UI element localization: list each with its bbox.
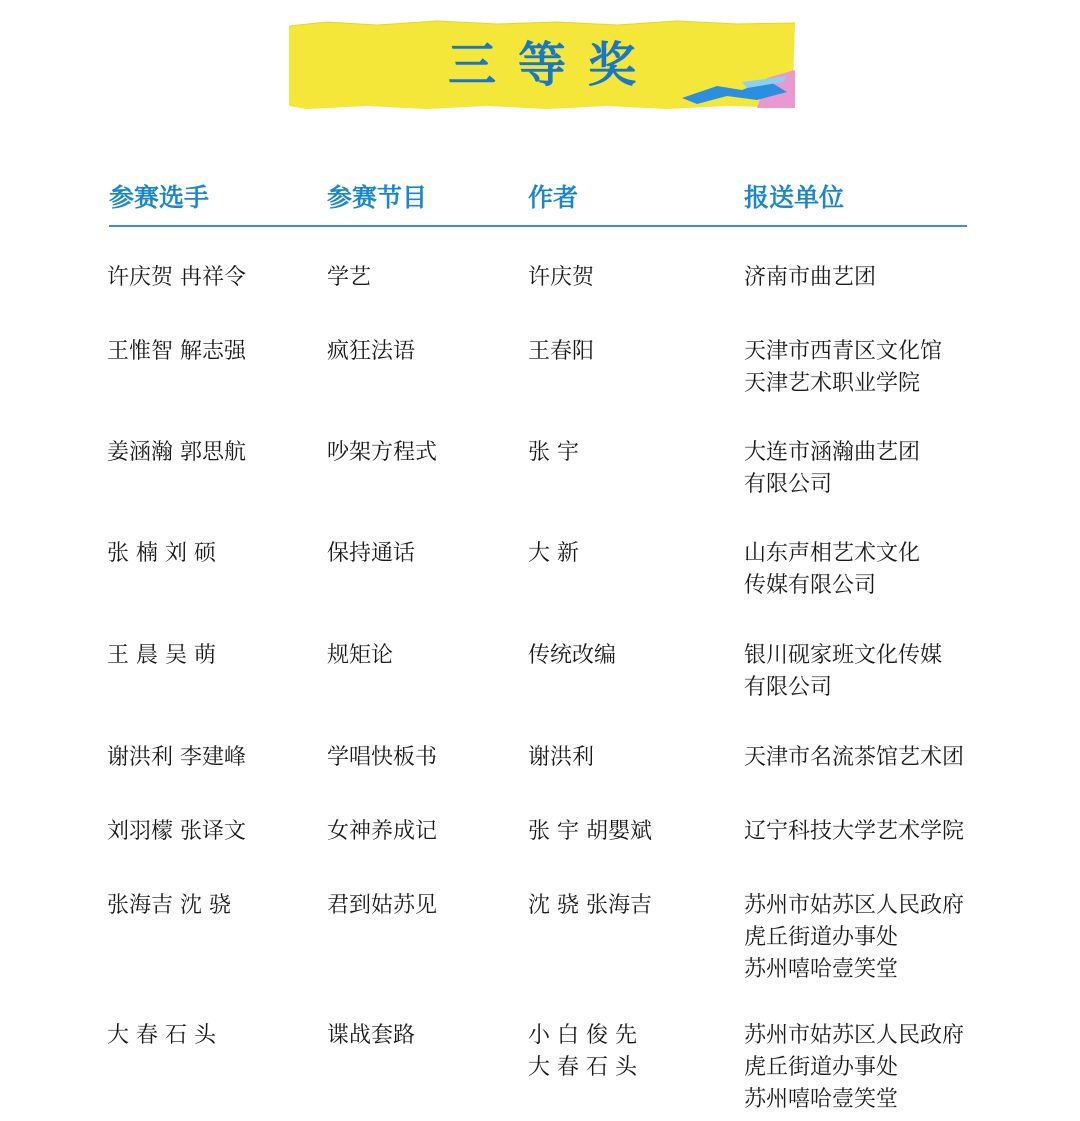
- author-cell-line: 许庆贺: [528, 265, 595, 290]
- author-cell: [528, 742, 594, 774]
- author-cell: [528, 1020, 637, 1084]
- unit-cell-line: 天津艺术职业学院: [744, 371, 921, 396]
- unit-cell-line: 传媒有限公司: [744, 573, 877, 598]
- unit-cell-line: 虎丘街道办事处: [744, 1055, 899, 1080]
- author-cell: [528, 538, 579, 570]
- unit-cell: [744, 742, 964, 774]
- contestants-cell-line: 刘羽檬 张译文: [107, 819, 246, 844]
- author-cell: [528, 890, 652, 922]
- contestants-cell: [107, 437, 246, 469]
- contestants-cell-line: 姜涵瀚 郭思航: [107, 440, 246, 465]
- contestants-cell: [107, 742, 246, 774]
- header-divider: [109, 225, 967, 227]
- unit-cell-line: 天津市名流茶馆艺术团: [744, 745, 965, 770]
- program-cell-line: 君到姑苏见: [327, 893, 438, 918]
- author-cell-line: 谢洪利: [528, 745, 595, 770]
- author-cell-line: 张 宇: [528, 440, 579, 465]
- unit-cell-line: 苏州市姑苏区人民政府: [744, 893, 965, 918]
- unit-cell: [744, 816, 964, 848]
- program-cell: [327, 890, 437, 922]
- contestants-cell: [107, 890, 231, 922]
- program-cell: [327, 640, 393, 672]
- unit-cell-line: 大连市涵瀚曲艺团: [744, 440, 921, 465]
- contestants-cell-line: 许庆贺 冉祥令: [107, 265, 246, 290]
- program-cell-line: 学唱快板书: [327, 745, 438, 770]
- unit-cell-line: 有限公司: [744, 472, 833, 497]
- program-cell-line: 保持通话: [327, 541, 416, 566]
- author-cell-line: 王春阳: [528, 339, 595, 364]
- program-cell: [327, 437, 437, 469]
- author-cell-line: 传统改编: [528, 643, 617, 668]
- program-cell: [327, 262, 371, 294]
- contestants-cell-line: 谢洪利 李建峰: [107, 745, 246, 770]
- header-contestants: 参赛选手: [109, 183, 210, 212]
- author-cell-line: 张 宇 胡嬰斌: [528, 819, 652, 844]
- contestants-cell: [107, 1020, 216, 1052]
- author-cell-line: 大 新: [528, 541, 579, 566]
- unit-cell: [744, 640, 942, 704]
- program-cell: [327, 816, 437, 848]
- header-unit: 报送单位: [744, 183, 845, 212]
- author-cell: [528, 816, 652, 848]
- program-cell-line: 疯狂法语: [327, 339, 416, 364]
- program-cell-line: 谍战套路: [327, 1023, 416, 1048]
- header-author: 作者: [528, 183, 579, 212]
- unit-cell-line: 天津市西青区文化馆: [744, 339, 943, 364]
- unit-cell-line: 济南市曲艺团: [744, 265, 877, 290]
- program-cell: [327, 1020, 415, 1052]
- header-program: 参赛节目: [327, 183, 428, 212]
- contestants-cell-line: 王 晨 吴 萌: [107, 643, 216, 668]
- contestants-cell: [107, 336, 246, 368]
- award-title: 三等奖: [447, 37, 658, 93]
- contestants-cell: [107, 538, 216, 570]
- contestants-cell-line: 大 春 石 头: [107, 1023, 216, 1048]
- unit-cell-line: 有限公司: [744, 675, 833, 700]
- program-cell: [327, 538, 415, 570]
- award-banner: [287, 20, 797, 110]
- table-header: [109, 178, 969, 218]
- contestants-cell-line: 张 楠 刘 硕: [107, 541, 216, 566]
- unit-cell-line: 银川砚家班文化传媒: [744, 643, 943, 668]
- program-cell-line: 女神养成记: [327, 819, 438, 844]
- program-cell: [327, 742, 437, 774]
- unit-cell-line: 苏州市姑苏区人民政府: [744, 1023, 965, 1048]
- unit-cell: [744, 1020, 964, 1116]
- unit-cell: [744, 336, 942, 400]
- author-cell-line: 小 白 俊 先: [528, 1023, 637, 1048]
- unit-cell-line: 苏州嘻哈壹笑堂: [744, 957, 899, 982]
- author-cell: [528, 336, 594, 368]
- program-cell-line: 学艺: [327, 265, 372, 290]
- contestants-cell: [107, 640, 216, 672]
- program-cell-line: 规矩论: [327, 643, 394, 668]
- author-cell: [528, 640, 616, 672]
- unit-cell: [744, 538, 920, 602]
- program-cell-line: 吵架方程式: [327, 440, 438, 465]
- unit-cell: [744, 262, 876, 294]
- unit-cell-line: 苏州嘻哈壹笑堂: [744, 1087, 899, 1112]
- program-cell: [327, 336, 415, 368]
- unit-cell-line: 山东声相艺术文化: [744, 541, 921, 566]
- contestants-cell-line: 张海吉 沈 骁: [107, 893, 231, 918]
- unit-cell: [744, 437, 920, 501]
- unit-cell-line: 虎丘街道办事处: [744, 925, 899, 950]
- author-cell-line: 沈 骁 张海吉: [528, 893, 652, 918]
- author-cell: [528, 262, 594, 294]
- author-cell-line: 大 春 石 头: [528, 1055, 637, 1080]
- contestants-cell: [107, 816, 246, 848]
- unit-cell-line: 辽宁科技大学艺术学院: [744, 819, 965, 844]
- unit-cell: [744, 890, 964, 986]
- author-cell: [528, 437, 579, 469]
- contestants-cell-line: 王惟智 解志强: [107, 339, 246, 364]
- contestants-cell: [107, 262, 246, 294]
